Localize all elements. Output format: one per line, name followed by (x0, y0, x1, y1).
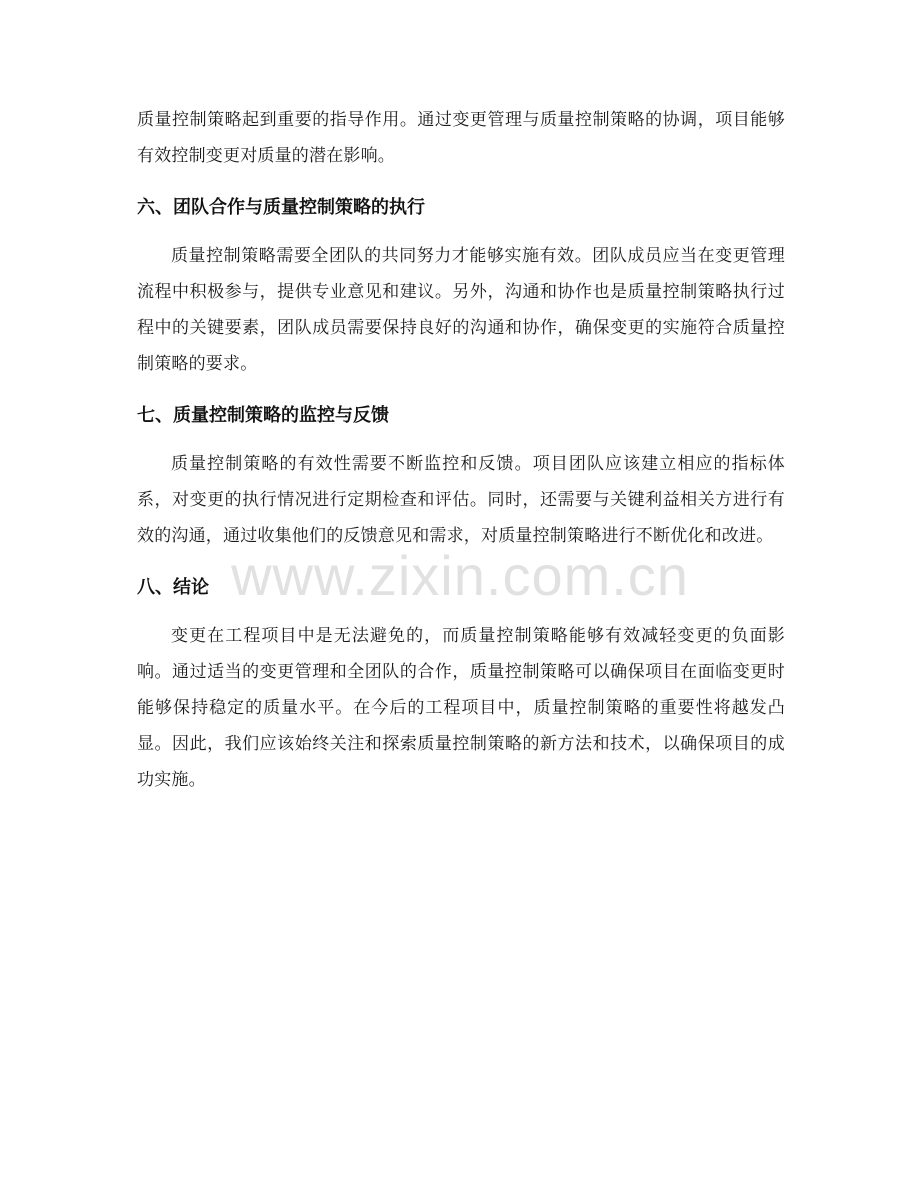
section-body-eight: 变更在工程项目中是无法避免的，而质量控制策略能够有效减轻变更的负面影响。通过适当的变更管理和全团队的合作，质量控制策略可以确保项目在面临变更时能够保持稳定的质量水平。在今后的工程项目中，质量控制策略的重要性将越发凸显。因此，我们应该始终关注和探索质量控制策略的新方法和技术，以确保项目的成功实施。 (137, 626, 785, 790)
section-heading-seven: 七、质量控制策略的监控与反馈 (137, 405, 389, 426)
section-heading-eight: 八、结论 (137, 577, 209, 598)
section-body-seven: 质量控制策略的有效性需要不断监控和反馈。项目团队应该建立相应的指标体系，对变更的执行情况进行定期检查和评估。同时，还需要与关键利益相关方进行有效的沟通，通过收集他们的反馈意见和需求，对质量控制策略进行不断优化和改进。 (137, 454, 785, 546)
document-content (137, 102, 785, 798)
section-body-six: 质量控制策略需要全团队的共同努力才能够实施有效。团队成员应当在变更管理流程中积极参与，提供专业意见和建议。另外，沟通和协作也是质量控制策略执行过程中的关键要素，团队成员需要保持良好的沟通和协作，确保变更的实施符合质量控制策略的要求。 (137, 246, 785, 374)
watermark: www.zixin.com.cn (231, 544, 689, 607)
intro-paragraph: 质量控制策略起到重要的指导作用。通过变更管理与质量控制策略的协调，项目能够有效控制变更对质量的潜在影响。 (137, 110, 785, 166)
section-heading-six: 六、团队合作与质量控制策略的执行 (137, 197, 425, 218)
